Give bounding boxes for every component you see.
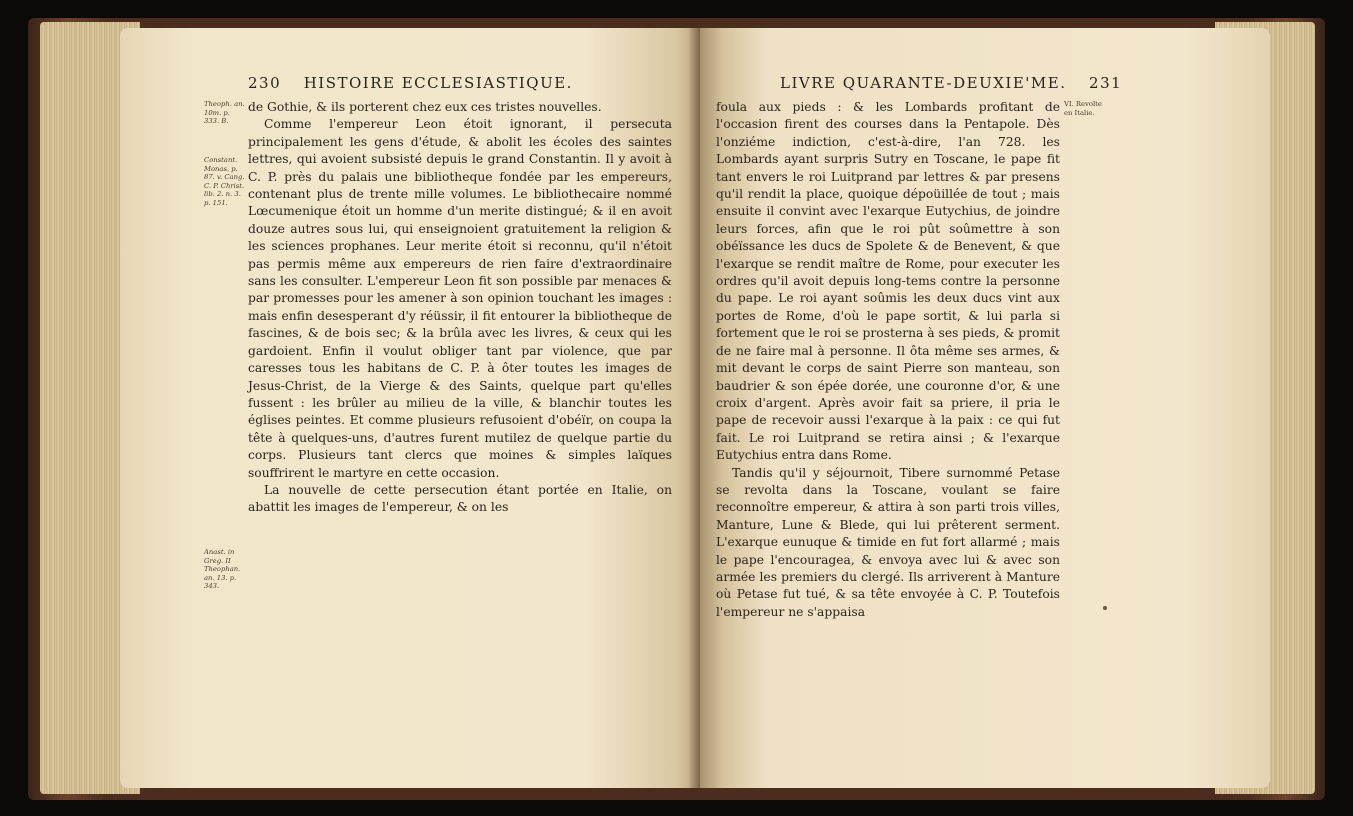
right-paragraph-1: foula aux pieds : & les Lombards profitant de l'occasion firent des courses dans la Pentapole. Dès l'onziéme indiction, c'est-à-dire, l'an 728. les Lombards ayant surpris Sutry en Toscane, le pape fit tant envers le roi Luitprand par lettres & par presens qu'il rendit la place, quoique dépoüillée de tout ; mais ensuite il convint avec l'exarque Eutychius, de joindre leurs forces, afin que le roi pût soûmettre à son obéïssance les ducs de Spolete & de Benevent, & que l'exarque se rendit maître de Rome, pour executer les ordres qu'il avoit depuis long-tems contre la personne du pape. Le roi ayant soûmis les deux ducs vint aux portes de Rome, d'où le pape sortit, & lui parla si fortement que le roi se prosterna à ses pieds, & promit de ne faire mal à personne. Il ôta même ses armes, & mit devant le corps de saint Pierre son manteau, son baudrier & son épée dorée, une couronne d'or, & une croix d'argent. Après avoir fait sa priere, il pria le pape de recevoir aussi l'exarque à la paix : ce qui fut fait. Le roi Luitprand se retira ainsi ; & l'exarque Eutychius entra dans Rome.	[716, 100, 1060, 463]
right-running-title: LIVRE QUARANTE-DEUXIE'ME.	[780, 74, 1067, 92]
margin-note-3: Anast. in Greg. II Theophan. an. 13. p. 343.	[204, 548, 241, 591]
left-running-title: HISTOIRE ECCLESIASTIQUE.	[303, 74, 573, 92]
left-paragraph-2: Comme l'empereur Leon étoit ignorant, il persecuta principalement les gens d'étude, & abolit les écoles des saintes lettres, qui avoient subsisté depuis le grand Constantin. Il y avoit à C. P. près du palais une bibliotheque fondée par les empereurs, contenant plus de trente mille volumes. Le bibliothecaire nommé Lœcumenique étoit un homme d'un merite distingué; & il en avoit douze autres sous lui, qui enseignoient gratuitement la religion & les sciences prophanes. Leur merite étoit si reconnu, qu'il n'étoit pas permis même aux empereurs de rien faire d'extraordinaire sans les consulter. L'empereur Leon fit son possible par menaces & par promesses pour les amener à son opinion touchant les images : mais enfin desesperant d'y réüssir, il fit entourer la bibliotheque de fascines, & de bois sec; & la brûla avec les livres, & ceux qui les gardoient. Enfin il voulut obliger tant par violence, que par caresses tous les habitans de C. P. à ôter toutes les images de Jesus-Christ, de la Vierge & des Saints, quelque part qu'elles fussent : les brûler au milieu de la ville, & blanchir toutes les églises peintes. Et comme plusieurs refusoient d'obéïr, on coupa la tête à quelques-uns, d'autres furent mutilez de quelque partie du corps. Plusieurs tant clercs que moines & simples laïques souffrirent le martyre en cette occasion.	[248, 117, 672, 480]
right-running-head	[780, 74, 1122, 92]
margin-note-revolte: VI. Revolte en Italie.	[1064, 100, 1102, 117]
right-paragraph-2: Tandis qu'il y séjournoit, Tibere surnommé Petase se revolta dans la Toscane, voulant se faire reconnoître empereur, & attira à son parti trois villes, Manture, Lune & Blede, qui lui prêterent serment. L'exarque eunuque & timide en fut fort allarmé ; mais le pape l'encouragea, & envoya avec lui & avec son armée les premiers du clergé. Ils arriverent à Manture où Petase fut tué, & sa tête envoyée à C. P. Toutefois l'empereur ne s'appaisa	[716, 465, 1060, 619]
left-body-text	[248, 99, 672, 517]
margin-note-1: Theoph. an. 10m. p. 333. B.	[204, 100, 245, 126]
left-page-number: 230	[248, 74, 282, 92]
left-paragraph-1: de Gothie, & ils porterent chez eux ces tristes nouvelles.	[248, 100, 602, 114]
margin-note-2: Constant. Monas. p. 87. v. Cang. C. P. Christ. lib. 2. n. 3. p. 151.	[204, 156, 245, 207]
right-body-text	[716, 99, 1060, 621]
left-running-head	[248, 74, 573, 92]
right-page-number: 231	[1089, 74, 1123, 92]
ink-speck	[1103, 606, 1107, 610]
left-page	[120, 28, 700, 788]
right-page	[700, 28, 1270, 788]
left-paragraph-3: La nouvelle de cette persecution étant portée en Italie, on abattit les images de l'empereur, & on les	[248, 482, 672, 515]
